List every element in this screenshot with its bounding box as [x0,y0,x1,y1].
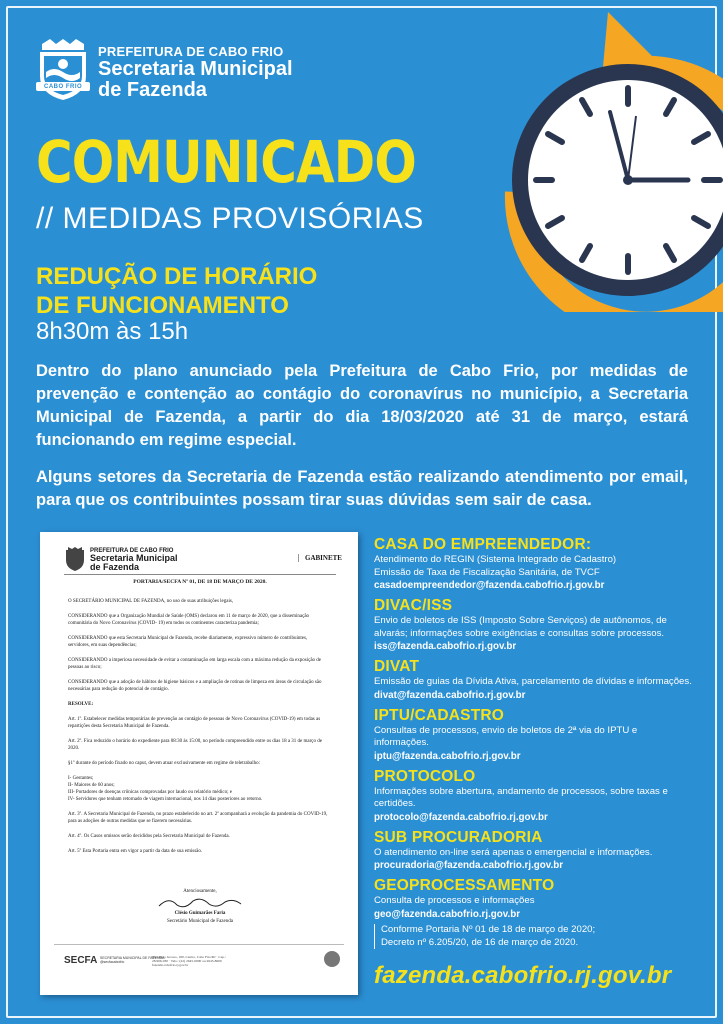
header-logo [34,38,294,108]
sector-divat [374,658,694,702]
document-footer-logo: SECFA [64,955,98,966]
sector-divac-iss [374,597,694,653]
org-name-main [98,59,293,101]
document-consid-4: CONSIDERANDO que a adoção de hábitos de higiene básicos e a ampliação de rotinas de limpeza em áreas de circulação são necessárias para redução do potencial de contágio. [68,680,322,692]
document-resolve: RESOLVE: [68,702,94,707]
document-sign-name: Clésio Guimarães Faria [174,911,226,916]
crest-label: CABO FRIO [44,84,83,90]
document-signature [100,888,300,926]
sector-text: Atendimento do REGIN (Sistema Integrado de Cadastro) Emissão de Taxa de Fiscalização Sanitária, de TVCF [374,554,617,578]
sector-email[interactable]: casadoempreendedor@fazenda.cabofrio.rj.gov.br [374,580,605,591]
sector-geoprocessamento [374,877,694,921]
document-crest-icon [64,546,86,572]
document-footer-logo-sub-text: SECRETARIA MUNICIPAL DE FAZENDA [100,956,165,960]
paragraph-intro: Dentro do plano anunciado pela Prefeitura de Cabo Frio, por medidas de prevenção e contenção ao contágio do coronavírus no município, a Secretaria Municipal de Fazenda, a partir do dia 18/03/2020 até 31 de março, estará funcionando em regime especial. [36,362,688,449]
document-art-4: Art. 4º. Os Casos omissos serão decididos pela Secretaria Municipal de Fazenda. [68,834,230,839]
sector-heading: DIVAT [374,658,420,675]
document-consid-3: CONSIDERANDO a imperiosa necessidade de evitar a contaminação em larga escala com a máxima redução da exposição de pessoas ao risco; [68,658,322,670]
document-item: I- Gestantes; [68,776,94,781]
sector-text: Consulta de processos e informações [374,895,535,906]
sector-casa-empreendedor [374,536,694,592]
document-items [68,775,330,803]
portaria-document [40,532,358,995]
document-item: IV- Servidores que tenham retornado de viagem internacional, nos 14 dias posteriores ao retorno. [68,797,263,802]
sector-text: Informações sobre abertura, andamento de processos, sobre taxas e certidões. [374,785,668,809]
sector-email[interactable]: procuradoria@fazenda.cabofrio.rj.gov.br [374,860,564,871]
sector-heading: CASA DO EMPREENDEDOR: [374,536,592,553]
portaria-note [374,924,674,949]
crest-icon [34,38,92,102]
document-intro: O SECRETÁRIO MUNICIPAL DE FAZENDA, no uso de suas atribuições legais, [68,599,234,604]
sector-email[interactable]: protocolo@fazenda.cabofrio.rj.gov.br [374,811,548,823]
document-sign-greeting: Atenciosamente, [183,889,217,894]
document-footer-address [152,955,232,967]
sector-text: Emissão de guias da Dívida Ativa, parcelamento de dívidas e informações. [374,676,692,687]
reduction-line2: DE FUNCIONAMENTO [36,292,289,319]
document-org-line1: Secretaria Municipal [90,553,178,563]
sector-email[interactable]: iptu@fazenda.cabofrio.rj.gov.br [374,750,521,762]
document-org-line2: de Fazenda [90,562,140,572]
document-consid-1: CONSIDERANDO que a Organização Mundial de Saúde (OMS) declarou em 11 de março de 2020, que a disseminação comunitária do Novo Coronavírus (COVID- 19) em todos os continentes caracteriza pandemia; [68,614,310,626]
document-item: III- Portadores de doenças crônicas comprovadas por laudo ou relatório médico; e [68,790,232,795]
document-art-2: Art. 2º. Fica reduzido o horário do expediente para 08:30 às 15:00, no período compreendido entre os dias 18 a 31 de março de 2020. [68,739,322,751]
sector-heading: GEOPROCESSAMENTO [374,877,555,894]
signature-scribble [155,896,245,910]
document-sign-role: Secretário Municipal de Fazenda [167,919,233,924]
org-name-small: PREFEITURA DE CABO FRIO [98,44,284,59]
sector-email[interactable]: geo@fazenda.cabofrio.rj.gov.br [374,908,521,920]
portaria-note-line1: Conforme Portaria Nº 01 de 18 de março de 2020; [381,924,596,935]
sector-heading: DIVAC/ISS [374,597,453,614]
sector-iptu-cadastro [374,707,694,763]
hours: 8h30m às 15h [36,318,189,345]
reduction-heading [36,262,317,320]
document-footer-address-text: Rua Mato Grosso, 180, Centro, Cabo Frio/RJ · Cep.: 28.906-030 · Tels.: (22) 2645-0000 ou 2645-8600 [152,955,226,963]
document-divider [64,574,336,575]
document-par-1: §1º durante do período fixado no caput, devem atuar exclusivamente em regime de teletrabalho: [68,761,261,766]
sector-protocolo [374,768,694,824]
document-footer-handle: @secfacabofrio [100,960,125,964]
document-footer-site: fazenda.cabofrio.rj.gov.br [152,963,189,967]
sector-sub-procuradoria [374,829,694,873]
sector-text: Envio de boletos de ISS (Imposto Sobre Serviços) de autônomos, de alvarás; informações sobre exigências e consultas sobre processos. [374,615,667,639]
title: COMUNICADO [36,128,416,196]
document-footer [54,944,344,980]
document-art-3: Art. 3º. A Secretaria Municipal de Fazenda, no prazo estabelecido no art. 2º acompanhará a evolução da pandemia do COVID-19, para as adoções de outras medidas que se fizerem necessárias. [68,812,328,824]
sector-text: Consultas de processos, envio de boletos de 2ª via do IPTU e informações. [374,724,638,748]
org-name-line1: Secretaria Municipal [98,58,293,80]
reduction-line1: REDUÇÃO DE HORÁRIO [36,263,318,290]
sector-email[interactable]: iss@fazenda.cabofrio.rj.gov.br [374,641,517,652]
document-art-5: Art. 5º Esta Portaria entra em vigor a partir da data de sua emissão. [68,849,203,854]
sector-heading: PROTOCOLO [374,767,476,785]
subtitle: // MEDIDAS PROVISÓRIAS [36,202,424,235]
org-name-line2: de Fazenda [98,79,207,101]
sector-email[interactable]: divat@fazenda.cabofrio.rj.gov.br [374,689,526,701]
document-gabinete: GABINETE [298,554,342,562]
document-art-1: Art. 1º. Estabelecer medidas temporárias de prevenção ao contágio de pessoas de Novo Coronavírus (COVID-19) em todas as repartições desta Secretaria Municipal de Fazenda. [68,717,321,729]
website-link[interactable]: fazenda.cabofrio.rj.gov.br [374,962,672,989]
clock-icon [478,12,723,312]
document-org-main [90,554,178,572]
portaria-note-line2: Decreto nº 6.205/20, de 16 de março de 2020. [381,936,579,948]
document-item: II- Maiores de 60 anos; [68,783,115,788]
sector-heading: IPTU/CADASTRO [374,706,505,724]
sectors-list [374,536,694,926]
sector-text: O atendimento on-line será apenas o emergencial e informações. [374,846,653,858]
document-consid-2: CONSIDERANDO que esta Secretaria Municipal de Fazenda, recebe diariamente, expressivo número de contribuintes, servidores, em suas dependências; [68,636,308,648]
document-portaria-title: PORTARIA/SECFA Nº 01, DE 18 DE MARÇO DE 2020. [133,579,267,585]
sector-heading: SUB PROCURADORIA [374,828,543,846]
paragraph-email: Alguns setores da Secretaria de Fazenda estão realizando atendimento por email, para que os contribuintes possam tirar suas dúvidas sem sair de casa. [36,468,688,509]
document-seal [324,951,340,967]
document-body [68,598,330,863]
document-org-small: PREFEITURA DE CABO FRIO [90,548,174,554]
